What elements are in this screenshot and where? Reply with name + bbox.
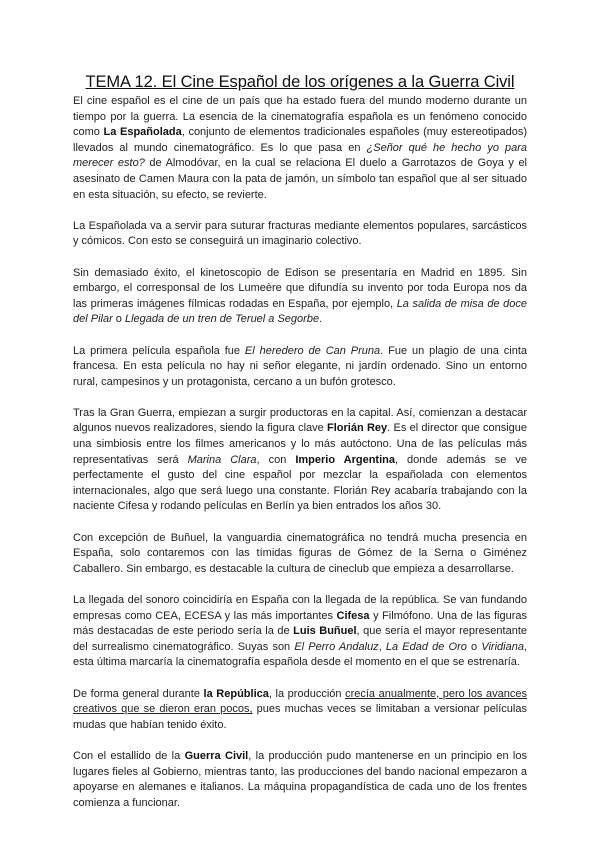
text-run: , esta última marcaría la cinematografía española desde el momento en el que se estrenaría. (73, 640, 527, 669)
text-run: , conjunto de elementos tradicionales españoles (muy estereotipados) llevados al mundo cinematográfico. Es lo que pasa en (73, 126, 527, 154)
text-run: La Españolada va a servir para suturar fracturas mediante elementos populares, sarcásticos y cómicos. Con esto se conseguirá un imaginario colectivo. (73, 219, 527, 248)
paragraph (73, 406, 527, 515)
text-run: , la producción (268, 687, 346, 700)
text-run: , que sería el mayor representante del surrealismo cinematográfico. Suyas son (73, 625, 527, 653)
bold-term: Cifesa (336, 609, 370, 622)
text-run: El cine español es el cine de un país que ha estado fuera del mundo moderno durante un tiempo por la guerra. La esencia de la cinematografía española es un fenómeno conocido como (73, 95, 527, 139)
text-run: de Almodóvar, en la cual se relaciona El duelo a Garrotazos de Goya y el asesinato de Camen Maura con la pata de jamón, un símbolo tan español que al ser situado en esta situación, su efecto, se revierte. (73, 157, 528, 201)
bold-term: La Españolada (103, 126, 182, 139)
paragraph (73, 219, 527, 250)
italic-title: Llegada de un tren de Teruel a Segorbe (124, 313, 320, 326)
text-run: Con el estallido de la (73, 749, 185, 762)
text-run: , donde además se ve perfectamente el gusto del cine español por mezclar la españolada con elementos internacionales, algo que será luego una constante. Florián Rey acabaría trabajando con la naciente Cifesa y rodando películas en Berlín ya bien entrados los años 30. (73, 453, 528, 513)
text-run: . Es el director que consigue una simbiosis entre los filmes americanos y lo más autóctono. Una de las películas más representativas será (73, 422, 528, 466)
text-run: o (112, 313, 125, 326)
italic-title: El Perro Andaluz (294, 640, 379, 653)
paragraph (73, 531, 527, 578)
bold-term: Luis Buñuel (293, 625, 357, 638)
text-run: , con (256, 453, 296, 466)
document-title: TEMA 12. El Cine Español de los orígenes a la Guerra Civil (85, 73, 515, 91)
italic-title: Viridiana (481, 640, 524, 653)
text-run: La llegada del sonoro coincidiría en España con la llegada de la república. Se van fundando empresas como CEA, ECESA y las más importantes (73, 594, 527, 622)
italic-title: Marina Clara (187, 453, 257, 466)
text-run: De forma general durante (73, 687, 204, 700)
text-run: o (466, 640, 482, 653)
text-run: pues muchas veces se limitaban a versionar películas mudas que habían tenido éxito. (73, 703, 527, 731)
text-run: y Filmófono. Una de las figuras más destacadas de este periodo sería la de (73, 609, 527, 638)
bold-term: Florián Rey (327, 422, 388, 435)
underlined-text: crecía anualmente, pero los avances creativos que se dieron eran pocos, (73, 687, 527, 716)
text-run: Tras la Gran Guerra, empiezan a surgir productoras en la capital. Así, comienzan a destacar algunos nuevos realizadores, siendo la figura clave (73, 406, 527, 435)
text-run: Sin demasiado éxito, el kinetoscopio de Edison se presentaría en Madrid en 1895. Sin embargo, el corresponsal de los Lumeère que difundía su invento por toda Europa nos da las primeras imágenes fílmicas rodadas en España, por ejemplo, (73, 266, 527, 310)
italic-title: ¿Señor qué he hecho yo para merecer esto? (73, 141, 528, 170)
text-run: . Fue un plagio de una cinta francesa. En esta película no hay ni señor elegante, ni jardín ordenado. Sino un entorno rural, campesinos y un protagonista, cercano a un bufón grotesco. (73, 344, 528, 388)
italic-title: El heredero de Can Pruna (244, 344, 381, 357)
paragraph (73, 344, 527, 391)
text-run: . (319, 313, 323, 326)
text-run: Con excepción de Buñuel, la vanguardia cinematográfica no tendrá mucha presencia en España, solo contaremos con las tímidas figuras de Gómez de la Serna o Giménez Caballero. Sin embargo, es destacable la cultura de cineclub que empieza a desarrollarse. (73, 531, 527, 575)
text-run: La primera película española fue (73, 344, 245, 357)
document-page (73, 72, 527, 827)
italic-title: La salida de misa de doce del Pilar (73, 297, 528, 326)
bold-term: la República (203, 687, 269, 700)
document-body (73, 94, 527, 811)
paragraph (73, 94, 527, 203)
paragraph (73, 266, 527, 328)
bold-term: Imperio Argentina (295, 453, 395, 466)
bold-term: Guerra Civil (184, 749, 249, 762)
italic-title: La Edad de Oro (385, 640, 467, 653)
text-run: , (378, 640, 386, 653)
paragraph (73, 687, 527, 734)
text-run: , la producción pudo mantenerse en un principio en los lugares fieles al Gobierno, mientras tanto, las producciones del bando nacional empezaron a apoyarse en alemanes e italianos. La máquina propagandística de cada uno de los frentes comienza a funcionar. (73, 749, 527, 809)
paragraph (73, 593, 527, 671)
paragraph (73, 749, 527, 811)
